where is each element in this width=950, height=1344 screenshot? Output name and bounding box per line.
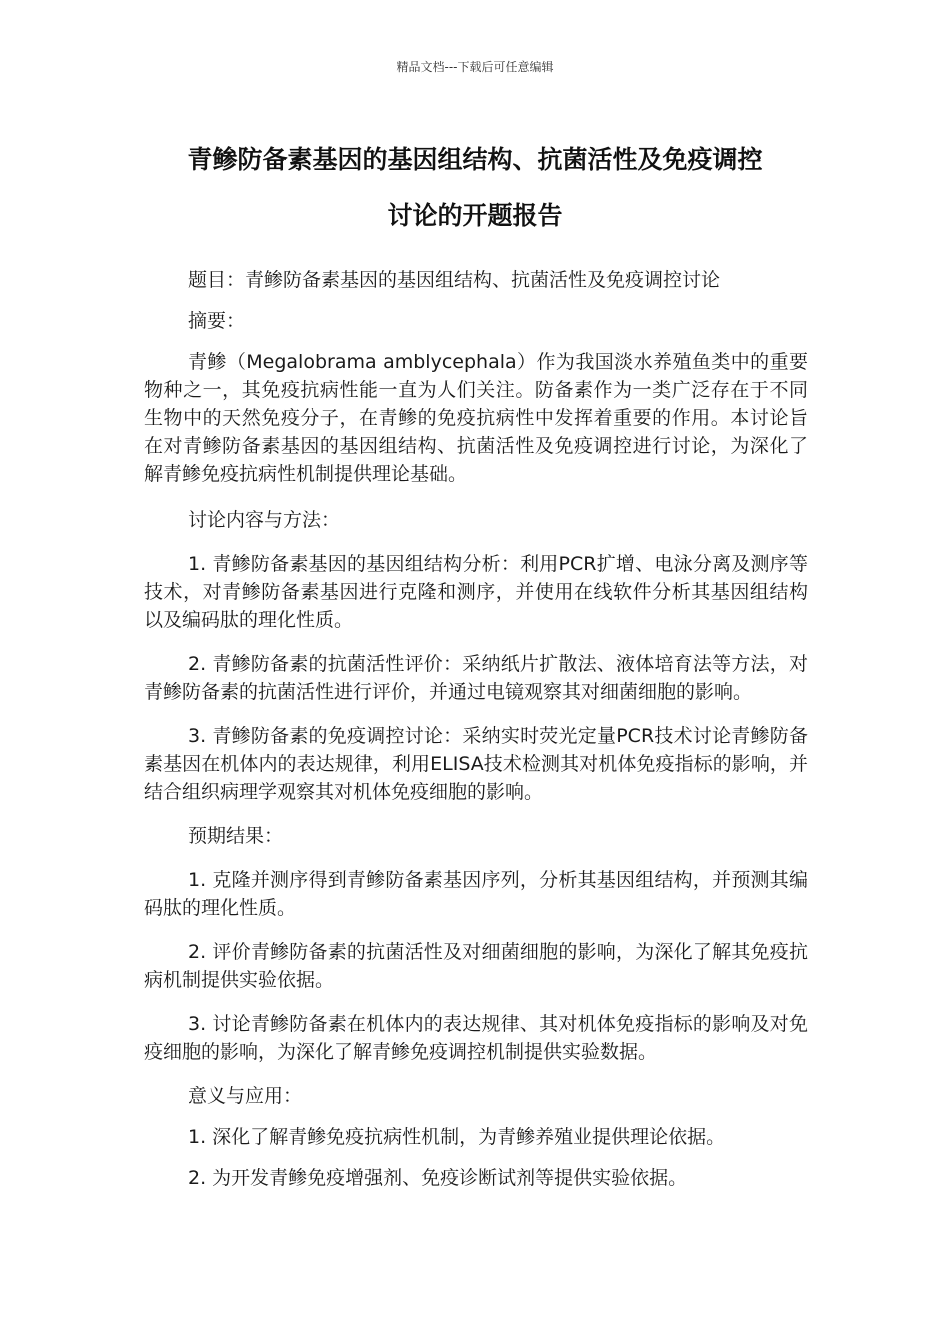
- significance-heading: 意义与应用：: [188, 1085, 303, 1107]
- methods-item-3: 3. 青鲹防备素的免疫调控讨论：采纳实时荧光定量PCR技术讨论青鲹防备素基因在机体内的表达规律，利用ELISA技术检测其对机体免疫指标的影响，并结合组织病理学观察其对机体免疫细胞的影响。: [144, 725, 808, 803]
- results-item-1: 1. 克隆并测序得到青鲹防备素基因序列，分析其基因组结构，并预测其编码肽的理化性质。: [144, 869, 808, 919]
- title-line-2: 讨论的开题报告: [387, 201, 563, 230]
- topic-paragraph: 题目：青鲹防备素基因的基因组结构、抗菌活性及免疫调控讨论: [188, 269, 721, 291]
- methods-item-1: 1. 青鲹防备素基因的基因组结构分析：利用PCR扩增、电泳分离及测序等技术，对青鲹防备素基因进行克隆和测序，并使用在线软件分析其基因组结构以及编码肽的理化性质。: [144, 553, 808, 631]
- header-note: 精品文档---下载后可任意编辑: [396, 60, 554, 74]
- results-item-2: 2. 评价青鲹防备素的抗菌活性及对细菌细胞的影响，为深化了解其免疫抗病机制提供实验依据。: [144, 941, 808, 991]
- significance-item-2: 2. 为开发青鲹免疫增强剂、免疫诊断试剂等提供实验依据。: [188, 1167, 688, 1189]
- document-body: [144, 266, 808, 1205]
- results-item-3: 3. 讨论青鲹防备素在机体内的表达规律、其对机体免疫指标的影响及对免疫细胞的影响，为深化了解青鲹免疫调控机制提供实验数据。: [144, 1013, 808, 1063]
- methods-heading: 讨论内容与方法：: [188, 509, 341, 531]
- document-title: [140, 132, 810, 244]
- significance-item-1: 1. 深化了解青鲹免疫抗病性机制，为青鲹养殖业提供理论依据。: [188, 1126, 726, 1148]
- abstract-paragraph: 青鲹（Megalobrama amblycephala）作为我国淡水养殖鱼类中的重要物种之一，其免疫抗病性能一直为人们关注。防备素作为一类广泛存在于不同生物中的天然免疫分子，在青鲹的免疫抗病性中发挥着重要的作用。本讨论旨在对青鲹防备素基因的基因组结构、抗菌活性及免疫调控进行讨论，为深化了解青鲹免疫抗病性机制提供理论基础。: [144, 351, 808, 485]
- results-heading: 预期结果：: [188, 825, 284, 847]
- methods-item-2: 2. 青鲹防备素的抗菌活性评价：采纳纸片扩散法、液体培育法等方法，对青鲹防备素的抗菌活性进行评价，并通过电镜观察其对细菌细胞的影响。: [144, 653, 808, 703]
- abstract-heading: 摘要：: [188, 310, 246, 332]
- title-line-1: 青鲹防备素基因的基因组结构、抗菌活性及免疫调控: [187, 145, 763, 174]
